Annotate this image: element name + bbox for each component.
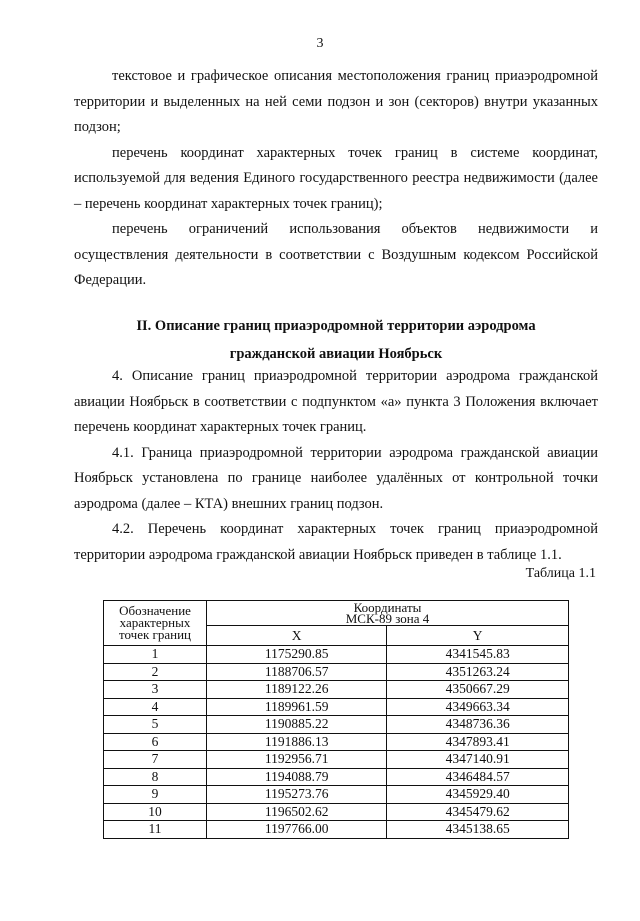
paragraph-4-1: 4.1. Граница приаэродромной территории аэродрома гражданской авиации Ноябрьск установлена по границе наиболее удалённых от контрольной точки аэродрома (далее – КТА) внешних границ подзон. (74, 444, 598, 512)
point-number-cell: 1 (104, 646, 207, 664)
intro-item-2: перечень координат характерных точек границ в системе координат, используемой для ведения Единого государственного реестра недвижимости (далее – перечень координат характерных точек границ); (74, 144, 598, 212)
point-number-cell: 5 (104, 716, 207, 734)
table-row (104, 733, 569, 751)
intro-list (74, 64, 598, 294)
x-coordinate-cell: 1197766.00 (207, 821, 387, 839)
header-designation: Обозначение характерных точек границ (104, 601, 207, 646)
x-coordinate-cell: 1191886.13 (207, 733, 387, 751)
point-number-cell: 11 (104, 821, 207, 839)
y-coordinate-cell: 4347893.41 (387, 733, 569, 751)
x-coordinate-cell: 1189961.59 (207, 698, 387, 716)
table-row (104, 663, 569, 681)
intro-item-1: текстовое и графическое описания местоположения границ приаэродромной территории и выделенных на ней семи подзон и зон (секторов) внутри указанных подзон; (74, 68, 598, 135)
y-coordinate-cell: 4348736.36 (387, 716, 569, 734)
point-number-cell: 2 (104, 663, 207, 681)
y-coordinate-cell: 4347140.91 (387, 751, 569, 769)
coordinates-table-body (104, 646, 569, 839)
point-number-cell: 8 (104, 768, 207, 786)
table-row (104, 646, 569, 664)
y-coordinate-cell: 4345479.62 (387, 803, 569, 821)
table-row (104, 698, 569, 716)
x-coordinate-cell: 1190885.22 (207, 716, 387, 734)
point-number-cell: 7 (104, 751, 207, 769)
point-number-cell: 3 (104, 681, 207, 699)
table-row (104, 803, 569, 821)
table-row (104, 768, 569, 786)
coordinates-table (103, 600, 569, 839)
point-number-cell: 10 (104, 803, 207, 821)
x-coordinate-cell: 1189122.26 (207, 681, 387, 699)
y-coordinate-cell: 4349663.34 (387, 698, 569, 716)
point-number-cell: 6 (104, 733, 207, 751)
header-x: X (207, 626, 387, 646)
section-heading-line-2: гражданской авиации Ноябрьск (229, 346, 443, 362)
x-coordinate-cell: 1195273.76 (207, 786, 387, 804)
header-coordinates-title: Координаты (353, 600, 422, 615)
x-coordinate-cell: 1188706.57 (207, 663, 387, 681)
section-heading-line-1: II. Описание границ приаэродромной территории аэродрома (136, 318, 536, 334)
point-number-cell: 9 (104, 786, 207, 804)
y-coordinate-cell: 4350667.29 (387, 681, 569, 699)
page-number: 3 (316, 36, 324, 51)
x-coordinate-cell: 1194088.79 (207, 768, 387, 786)
paragraph-4: 4. Описание границ приаэродромной территории аэродрома гражданской авиации Ноябрьск в соответствии с подпунктом «а» пункта 3 Положения включает перечень координат характерных точек границ. (74, 368, 598, 435)
table-row (104, 786, 569, 804)
table-row (104, 716, 569, 734)
y-coordinate-cell: 4345138.65 (387, 821, 569, 839)
intro-item-3: перечень ограничений использования объектов недвижимости и осуществления деятельности в соответствии с Воздушным кодексом Российской Федерации. (74, 221, 598, 288)
table-row (104, 681, 569, 699)
header-coordinate-system: МСК-89 зона 4 (345, 611, 430, 626)
section-heading (74, 312, 598, 368)
table-row (104, 751, 569, 769)
header-y: Y (387, 626, 569, 646)
point-number-cell: 4 (104, 698, 207, 716)
paragraph-4-2: 4.2. Перечень координат характерных точек границ приаэродромной территории аэродрома гражданской авиации Ноябрьск приведен в таблице 1.1. (74, 521, 598, 563)
x-coordinate-cell: 1196502.62 (207, 803, 387, 821)
y-coordinate-cell: 4351263.24 (387, 663, 569, 681)
table-row (104, 821, 569, 839)
y-coordinate-cell: 4341545.83 (387, 646, 569, 664)
y-coordinate-cell: 4345929.40 (387, 786, 569, 804)
y-coordinate-cell: 4346484.57 (387, 768, 569, 786)
section-body (74, 364, 598, 568)
table-caption: Таблица 1.1 (525, 566, 596, 581)
x-coordinate-cell: 1192956.71 (207, 751, 387, 769)
header-coordinates (207, 601, 569, 626)
x-coordinate-cell: 1175290.85 (207, 646, 387, 664)
